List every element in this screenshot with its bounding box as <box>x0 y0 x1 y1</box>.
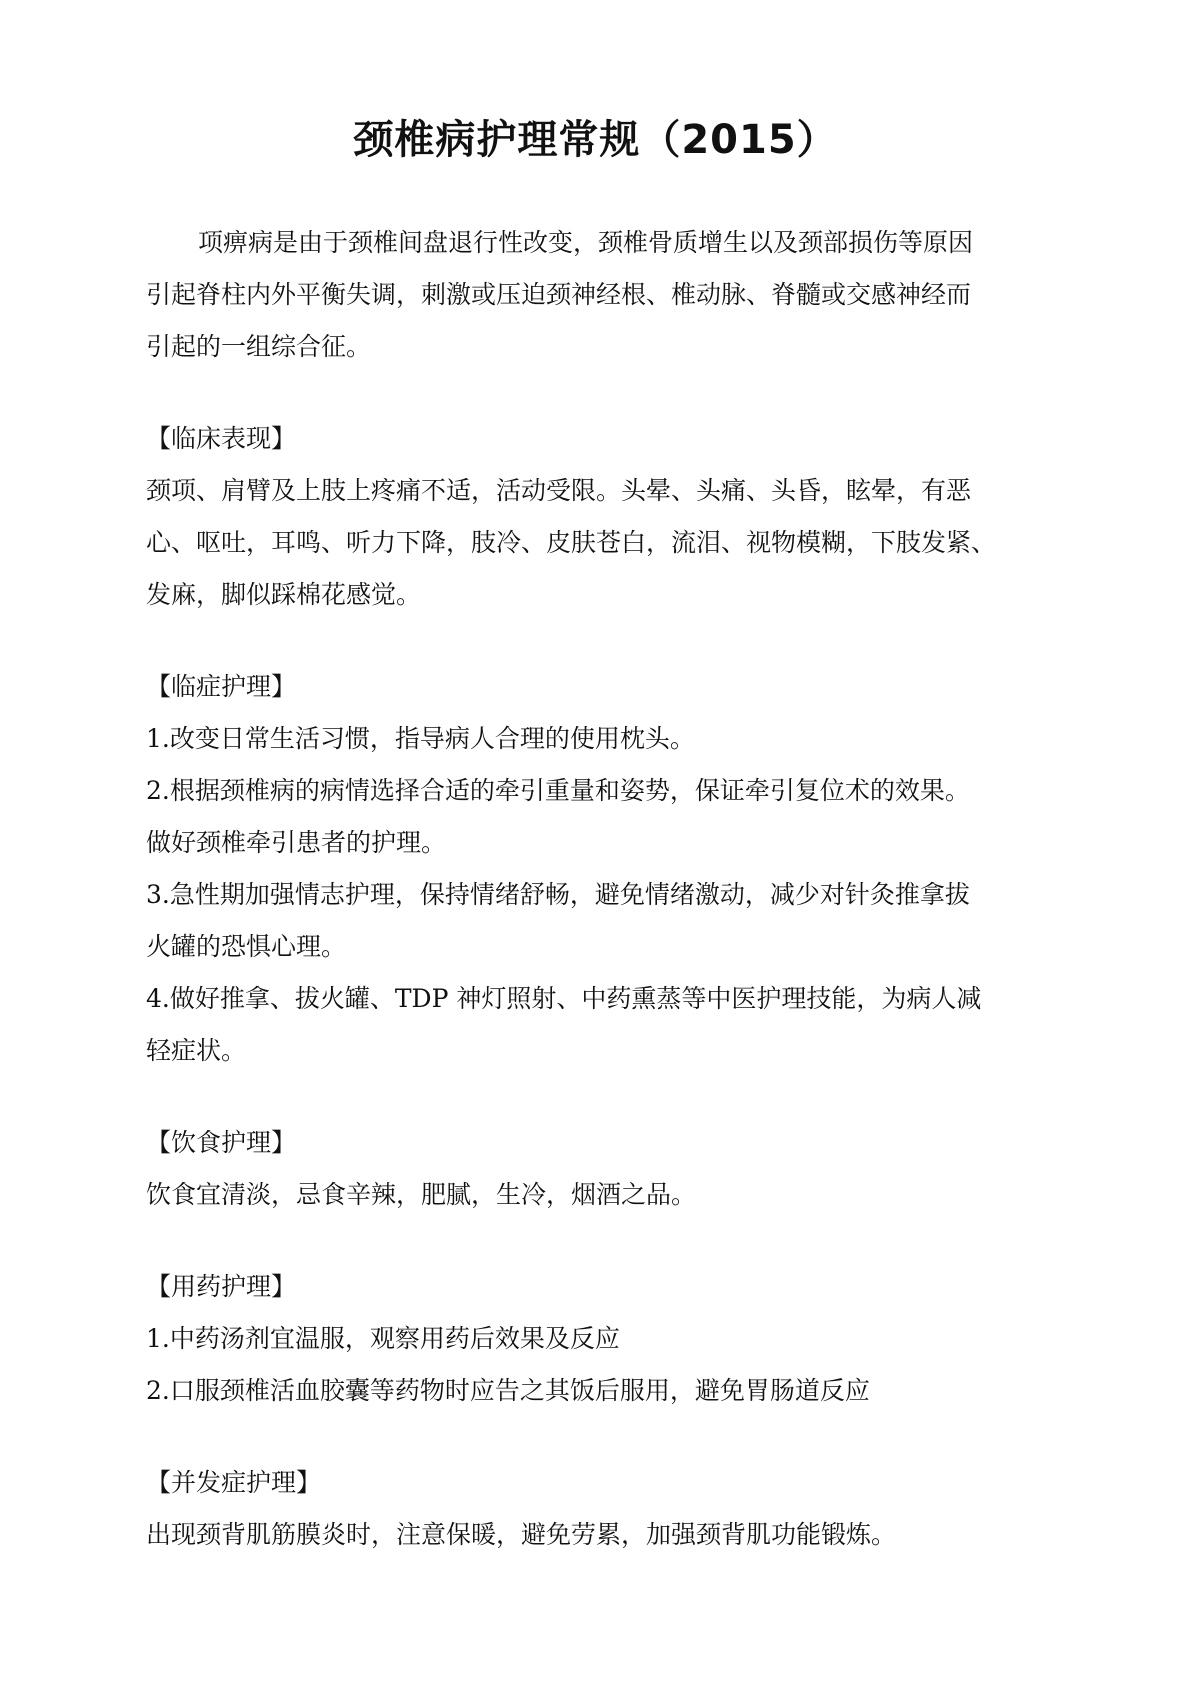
section-line: 1.改变日常生活习惯，指导病人合理的使用枕头。 <box>146 724 695 753</box>
intro-line: 引起脊柱内外平衡失调，刺激或压迫颈神经根、椎动脉、脊髓或交感神经而 <box>146 280 972 309</box>
section-heading: 【临症护理】 <box>146 672 297 701</box>
section-line: 2.根据颈椎病的病情选择合适的牵引重量和姿势，保证牵引复位术的效果。 <box>146 776 970 805</box>
section-line: 饮食宜清淡，忌食辛辣，肥腻，生冷，烟酒之品。 <box>146 1180 697 1209</box>
section-medication-nursing <box>146 1261 1086 1417</box>
section-line: 3.急性期加强情志护理，保持情绪舒畅，避免情绪激动，减少对针灸推拿拔 <box>146 880 970 909</box>
section-line: 2.口服颈椎活血胶囊等药物时应告之其饭后服用，避免胃肠道反应 <box>146 1376 870 1405</box>
document-body <box>146 217 1086 1561</box>
section-line: 1.中药汤剂宜温服，观察用药后效果及反应 <box>146 1324 620 1353</box>
section-heading: 【用药护理】 <box>146 1272 297 1301</box>
section-heading: 【临床表现】 <box>146 424 297 453</box>
section-complication-nursing <box>146 1457 1086 1561</box>
section-line: 出现颈背肌筋膜炎时，注意保暖，避免劳累，加强颈背肌功能锻炼。 <box>146 1520 897 1549</box>
section-line: 做好颈椎牵引患者的护理。 <box>146 828 447 857</box>
section-line: 发麻，脚似踩棉花感觉。 <box>146 580 422 609</box>
section-line: 颈项、肩臂及上肢上疼痛不适，活动受限。头晕、头痛、头昏，眩晕，有恶 <box>146 476 972 505</box>
section-clinical-manifestation <box>146 413 1086 621</box>
section-heading: 【饮食护理】 <box>146 1128 297 1157</box>
intro-paragraph <box>146 217 1086 373</box>
section-line: 心、呕吐，耳鸣、听力下降，肢冷、皮肤苍白，流泪、视物模糊，下肢发紧、 <box>146 528 997 557</box>
intro-line: 引起的一组综合征。 <box>146 332 372 361</box>
section-line: 火罐的恐惧心理。 <box>146 932 347 961</box>
intro-line: 项痹病是由于颈椎间盘退行性改变，颈椎骨质增生以及颈部损伤等原因 <box>198 228 974 257</box>
section-symptom-nursing <box>146 661 1086 1077</box>
section-heading: 【并发症护理】 <box>146 1468 322 1497</box>
section-line: 轻症状。 <box>146 1036 247 1065</box>
section-diet-nursing <box>146 1117 1086 1221</box>
section-line: 4.做好推拿、拔火罐、TDP 神灯照射、中药熏蒸等中医护理技能，为病人减 <box>146 984 982 1013</box>
document-title: 颈椎病护理常规（2015） <box>353 117 838 163</box>
